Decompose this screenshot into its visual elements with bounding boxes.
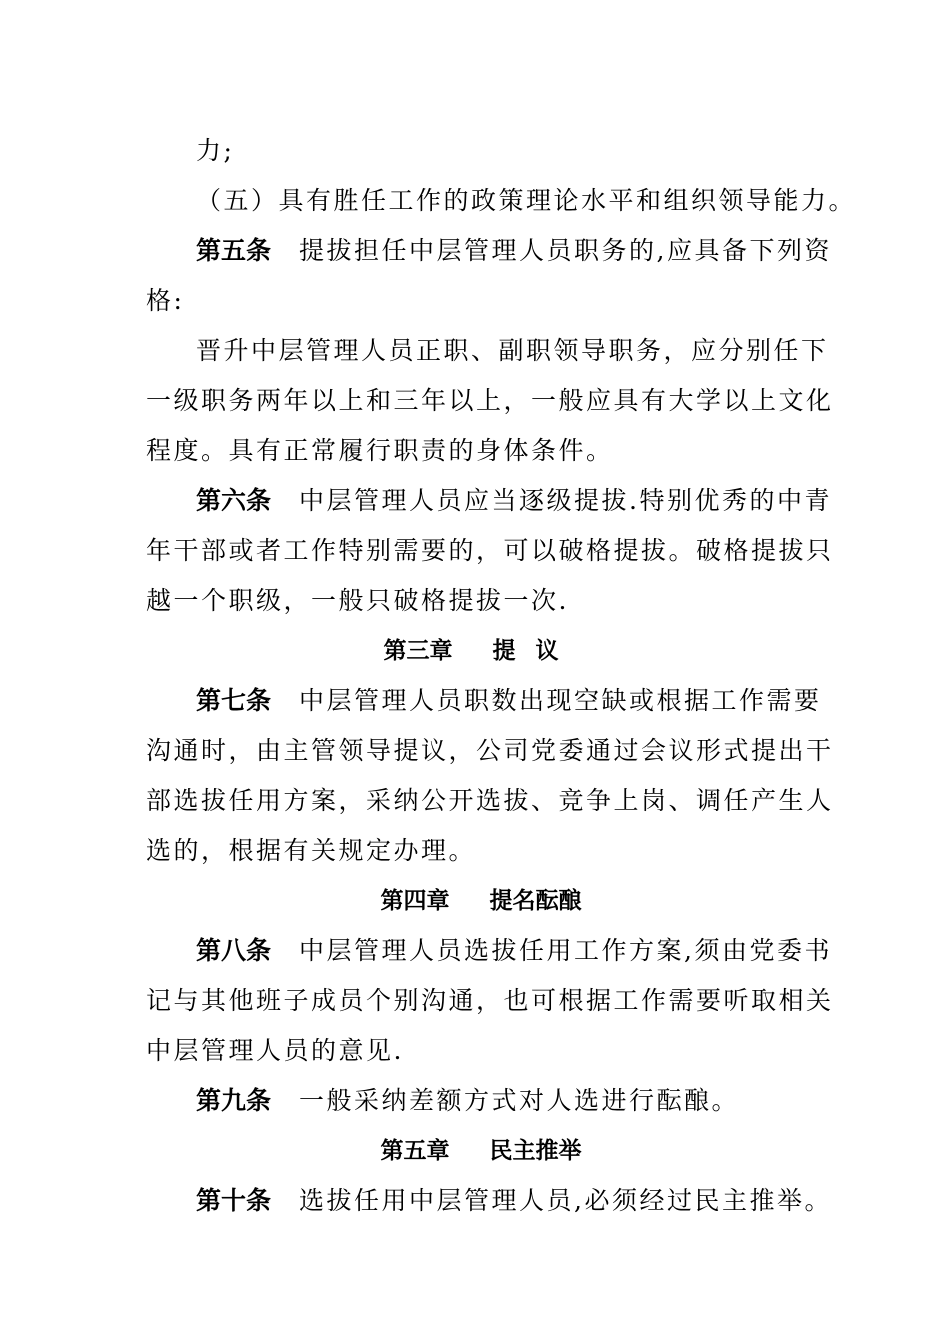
article-8 (146, 926, 832, 976)
text: 程度。具有正常履行职责的身体条件。 (146, 436, 614, 465)
text: 中层管理人员职数出现空缺或根据工作需要 (299, 686, 822, 715)
text: 越一个职级，一般只破格提拔一次. (146, 586, 569, 615)
text: 选的，根据有关规定办理。 (146, 836, 477, 865)
chapter-number: 第五章 (380, 1138, 450, 1164)
text: （五）具有胜任工作的政策理论水平和组织领导能力。 (196, 186, 857, 215)
text: 中层管理人员应当逐级提拔.特别优秀的中青 (299, 486, 832, 515)
text-line (146, 826, 806, 876)
article-title: 第八条 (196, 936, 272, 965)
chapter-5-heading (146, 1126, 806, 1176)
chapter-number: 第三章 (383, 638, 453, 664)
text: 一级职务两年以上和三年以上，一般应具有大学以上文化 (146, 386, 834, 415)
text-line (146, 976, 834, 1026)
article-title: 第十条 (196, 1186, 272, 1215)
text-line (146, 426, 806, 476)
article-7 (146, 676, 822, 726)
chapter-4-heading (146, 876, 806, 926)
text: 沟通时，由主管领导提议，公司党委通过会议形式提出干 (146, 736, 834, 765)
text: 年干部或者工作特别需要的，可以破格提拔。破格提拔只 (146, 536, 834, 565)
chapter-3-heading (146, 626, 806, 676)
text-line (146, 1026, 806, 1076)
text-line (146, 776, 834, 826)
text-line (146, 726, 834, 776)
text: 一般采纳差额方式对人选进行酝酿。 (299, 1086, 740, 1115)
article-title: 第五条 (196, 236, 272, 265)
text-line (146, 326, 829, 376)
chapter-title: 提议 (492, 638, 579, 664)
article-title: 第九条 (196, 1086, 272, 1115)
text: 提拔担任中层管理人员职务的,应具备下列资 (299, 236, 832, 265)
text-line (146, 526, 834, 576)
chapter-title: 提名酝酿 (489, 888, 582, 914)
article-9 (146, 1076, 806, 1126)
text-line (146, 376, 834, 426)
text-line (146, 276, 806, 326)
text: 记与其他班子成员个别沟通，也可根据工作需要听取相关 (146, 986, 834, 1015)
article-10 (146, 1176, 832, 1226)
article-5 (146, 226, 832, 276)
text: 格: (146, 286, 185, 315)
document-page (146, 126, 857, 1226)
text: 部选拔任用方案，采纳公开选拔、竞争上岗、调任产生人 (146, 786, 834, 815)
article-title: 第六条 (196, 486, 272, 515)
article-title: 第七条 (196, 686, 272, 715)
chapter-title: 民主推举 (489, 1138, 582, 1164)
chapter-number: 第四章 (380, 888, 450, 914)
text: 力; (196, 136, 235, 165)
text-line (146, 176, 857, 226)
text-line (146, 576, 806, 626)
text: 晋升中层管理人员正职、副职领导职务，应分别任下 (196, 336, 829, 365)
text: 选拔任用中层管理人员,必须经过民主推举。 (299, 1186, 832, 1215)
text-line (146, 126, 806, 176)
article-6 (146, 476, 832, 526)
text: 中层管理人员的意见. (146, 1036, 404, 1065)
text: 中层管理人员选拔任用工作方案,须由党委书 (299, 936, 832, 965)
